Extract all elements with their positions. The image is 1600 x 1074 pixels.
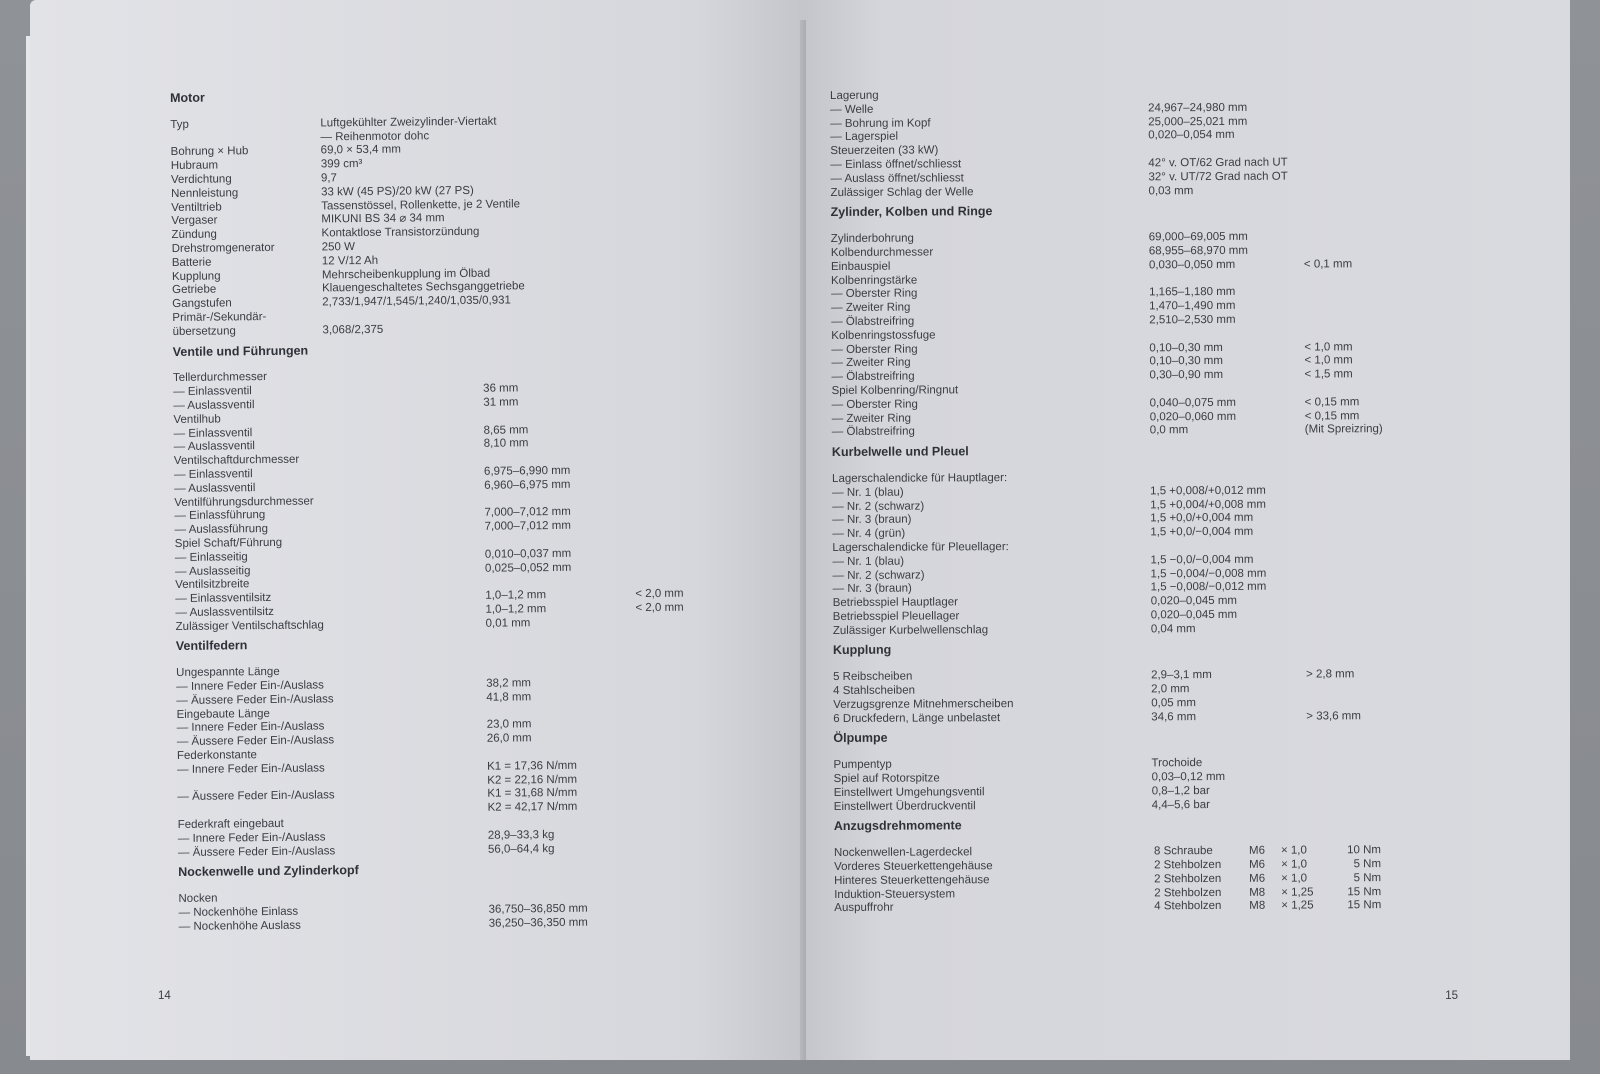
spec-value: M8 [1249,900,1266,913]
spec-value: 1,0–1,2 mm [485,602,547,616]
spec-value [1148,143,1303,158]
section-title: Anzugsdrehmomente [833,818,962,834]
spec-value [1305,553,1435,567]
spec-label: Kolbendurchmesser [830,246,934,259]
spec-value: — Reihenmotor dohc [320,129,430,144]
spec-value: 7,000–7,012 mm [484,506,571,520]
spec-row [832,423,1552,441]
spec-label: Ventiltrieb [171,201,222,214]
spec-value: < 0,15 mm [1304,409,1360,423]
spec-value: < 1,5 mm [1304,368,1353,381]
spec-table [834,755,1554,814]
spec-label: — Einlassventil [173,426,253,440]
spec-value [635,559,765,574]
spec-value [1305,511,1435,525]
spec-value: 15 Nm [1347,899,1382,912]
spec-label: Vergaser [171,214,218,228]
spec-value [1150,470,1305,485]
section-title: Nockenwelle und Zylinderkopf [178,863,359,880]
spec-label: Spiel auf Rotorspitze [833,772,940,786]
spec-value: 31 mm [483,396,519,409]
spec-value [1150,539,1305,554]
spec-value: 12 V/12 Ah [321,254,379,268]
spec-value: 1,0–1,2 mm [485,589,547,602]
spec-label: — Äussere Feder Ein-/Auslass [177,844,336,859]
spec-value: < 1,0 mm [1304,340,1353,354]
spec-label: — Zweiter Ring [831,412,912,425]
spec-label: — Nr. 3 (braun) [832,582,912,596]
spec-value: 9,7 [320,172,337,185]
spec-value: (Mit Spreizring) [1304,423,1383,436]
spec-value [634,435,764,450]
spec-value [1306,696,1436,710]
section-title: Ventile und Führungen [172,343,309,359]
spec-label: — Nr. 2 (schwarz) [832,500,925,513]
spec-value: 10 Nm [1347,844,1382,857]
spec-row [833,621,1553,639]
spec-label: — Einlassventilsitz [175,592,272,606]
spec-label: Induktion-Steuersystem [834,887,956,901]
spec-value: 6,960–6,975 mm [484,478,571,492]
spec-label: Auspuffrohr [834,902,894,915]
spec-value [1304,327,1434,341]
torque-table [834,843,1554,916]
spec-label: Ventilhub [173,413,221,426]
spec-value [1305,525,1435,539]
spec-value: 0,03 mm [1148,184,1194,197]
spec-value: 0,020–0,045 mm [1150,608,1238,622]
spec-row [834,797,1554,815]
spec-label: — Ölabstreifring [831,315,915,328]
spec-label: — Auslasseitig [174,564,251,578]
spec-value [1306,622,1436,636]
spec-label: Zulässiger Ventilschaftschlag [175,619,324,633]
spec-label: — Nockenhöhe Einlass [178,905,299,919]
spec-label: Lagerung [830,89,879,102]
spec-value: K1 = 17,36 N/mm [487,759,577,773]
spec-label: Kupplung [171,270,221,283]
right-page [806,0,1570,1060]
spec-value [634,504,764,519]
spec-label: Batterie [171,256,212,269]
section-kurbelwelle [832,442,1553,638]
spec-label: Einstellwert Überdruckventil [833,799,976,813]
spec-label: 6 Druckfedern, Länge unbelastet [833,711,1001,725]
spec-label: Eingebaute Länge [176,707,270,721]
spec-label: — Nr. 2 (schwarz) [832,569,925,582]
spec-label: Einbauspiel [830,260,891,273]
spec-label: Primär-/Sekundär- [172,310,267,324]
spec-value: K1 = 31,68 N/mm [487,787,578,801]
spec-label: — Innere Feder Ein-/Auslass [177,762,325,776]
spec-value: 32° v. UT/72 Grad nach OT [1148,170,1288,184]
spec-value [1303,183,1433,197]
spec-label: Zündung [171,228,217,242]
spec-value [1306,566,1436,580]
spec-label: — Innere Feder Ein-/Auslass [176,679,324,694]
spec-value [634,477,764,492]
section-nockenwelle [178,860,799,935]
spec-value: 69,000–69,005 mm [1148,230,1248,244]
spec-table [833,668,1553,727]
spec-label: Tellerdurchmesser [172,371,268,385]
section-title: Kupplung [832,643,892,658]
spec-value [635,518,765,533]
spec-value [633,408,763,423]
spec-value: 1,165–1,180 mm [1149,286,1236,299]
spec-value [1304,244,1434,258]
spec-label: Zylinderbohrung [830,232,914,246]
spec-value: 23,0 mm [486,718,532,732]
spec-label: — Nr. 1 (blau) [832,555,905,568]
spec-label: — Oberster Ring [831,398,918,411]
spec-value: K2 = 22,16 N/mm [487,773,578,787]
spec-value: × 1,0 [1281,872,1308,885]
spec-value: 28,9–33,3 kg [487,828,555,842]
spec-value: 2 Stehbolzen [1154,859,1222,872]
spec-value: 42° v. OT/62 Grad nach UT [1148,156,1288,170]
spec-value: K2 = 42,17 N/mm [487,801,578,814]
spec-label: Ventilschaftdurchmesser [173,453,300,468]
spec-value: 4 Stehbolzen [1154,900,1222,913]
section-kupplung [833,641,1553,727]
spec-table [170,112,792,339]
spec-value: > 33,6 mm [1306,709,1361,723]
section-oelpumpe [833,729,1553,815]
spec-value: 2,0 mm [1151,683,1190,696]
spec-value: 5 Nm [1353,858,1382,871]
spec-label: Nennleistung [171,187,239,200]
spec-value: < 0,1 mm [1303,258,1353,271]
spec-label: — Innere Feder Ein-/Auslass [177,831,326,845]
spec-value: 8 Schraube [1153,845,1213,858]
spec-label: Bohrung × Hub [170,145,249,159]
spec-table [830,86,1551,200]
spec-value [1304,299,1434,313]
spec-label: Kolbenringstossfuge [831,329,936,342]
section-title: Ölpumpe [833,731,888,746]
spec-label: — Einlasseitig [174,550,248,564]
spec-label: — Auslassventilsitz [175,605,274,619]
spec-label: Pumpentyp [833,758,892,772]
spec-value: 69,0 × 53,4 mm [320,143,401,157]
spec-value: MIKUNI BS 34 ⌀ 34 mm [321,212,445,226]
spec-value: 0,020–0,054 mm [1148,129,1235,142]
section-lagerung [830,86,1551,200]
spec-value [1305,470,1435,484]
spec-value: 8,10 mm [483,437,529,451]
spec-label: Nocken [178,892,218,906]
spec-label: — Auslassventil [174,481,256,495]
spec-value: 0,05 mm [1151,696,1196,710]
spec-value: 41,8 mm [486,691,532,704]
spec-value [634,490,764,505]
spec-value: 1,5 +0,0/−0,004 mm [1150,525,1254,539]
spec-label: Ventilsitzbreite [175,578,250,592]
spec-value [1305,497,1435,511]
spec-label: Nockenwellen-Lagerdeckel [833,846,973,860]
spec-value: × 1,25 [1281,886,1314,899]
spec-value: 1,5 +0,0/+0,004 mm [1150,512,1254,525]
spec-label: Typ [170,118,189,131]
spec-label: — Oberster Ring [831,287,918,301]
spec-value: M6 [1249,872,1266,885]
spec-label: Betriebsspiel Hauptlager [832,596,959,610]
spec-value: 0,04 mm [1150,622,1196,636]
spec-value: 25,000–25,021 mm [1148,115,1248,128]
spec-label: — Auslassführung [174,523,269,537]
page-number: 14 [158,990,171,1002]
spec-value [1305,539,1435,553]
spec-label: — Innere Feder Ein-/Auslass [176,720,325,735]
spec-value: 1,470–1,490 mm [1149,300,1236,313]
spec-value [1305,484,1435,498]
spec-label: Gangstufen [172,297,232,311]
spec-value: 2,733/1,947/1,545/1,240/1,035/0,931 [322,294,511,309]
spec-label: Zulässiger Schlag der Welle [830,185,974,199]
spec-label: — Lagerspiel [830,131,899,144]
spec-label: — Ölabstreifring [831,370,915,384]
spec-value [1303,87,1433,101]
spec-value: 1,5 +0,004/+0,008 mm [1150,498,1266,511]
section-zylinder [831,203,1552,441]
spec-value: 0,30–0,90 mm [1149,369,1224,382]
spec-table [178,887,798,935]
spec-value: 2 Stehbolzen [1154,886,1222,899]
spec-label: — Nockenhöhe Auslass [178,919,301,933]
spec-label: Steuerzeiten (33 kW) [830,144,939,158]
spec-label: Kolbenringstärke [830,274,918,287]
spec-value: 36 mm [483,382,519,395]
spec-label: Spiel Kolbenring/Ringnut [831,384,959,397]
spec-value [1306,682,1436,696]
spec-value [636,614,766,629]
spec-value: M6 [1248,844,1266,858]
spec-value [1149,272,1304,287]
spec-label: Lagerschalendicke für Hauptlager: [832,471,1008,485]
spec-label: — Äussere Feder Ein-/Auslass [176,693,334,707]
spec-value: 1,5 −0,008/−0,012 mm [1150,581,1267,594]
spec-value: 6,975–6,990 mm [483,464,571,478]
left-page-content [170,84,799,941]
spec-value: × 1,25 [1281,899,1314,913]
spec-value: 3,068/2,375 [322,323,384,337]
spec-value [1304,313,1434,327]
spec-label: — Auslass öffnet/schliesst [830,172,964,185]
spec-value: Luftgekühlter Zweizylinder-Viertakt [320,115,497,130]
spec-label: — Ölabstreifring [831,425,915,439]
spec-label: — Nr. 1 (blau) [832,486,904,499]
spec-table [173,366,796,635]
spec-value: 8,65 mm [483,423,529,437]
spec-value: Kontaktlose Transistorzündung [321,225,480,240]
spec-value: 0,020–0,045 mm [1150,594,1238,608]
spec-value: 399 cm³ [320,158,363,171]
spec-value: 38,2 mm [486,677,532,690]
spec-label: Ventilführungsdurchmesser [174,495,314,509]
spec-value: 36,250–36,350 mm [488,916,588,930]
spec-label: — Zweiter Ring [831,301,911,315]
spec-value: Mehrscheibenkupplung im Ölbad [321,267,491,281]
spec-table [831,229,1552,440]
spec-value: 0,10–0,30 mm [1149,341,1223,354]
spec-value [1304,230,1434,244]
spec-value: 0,03–0,12 mm [1151,771,1226,784]
spec-value: 0,020–0,060 mm [1149,410,1237,423]
spec-value: < 2,0 mm [635,587,684,601]
spec-value: 0,10–0,30 mm [1149,355,1223,368]
spec-label: — Äussere Feder Ein-/Auslass [177,789,335,804]
left-page [30,0,812,1060]
spec-value: < 0,15 mm [1304,395,1360,409]
spec-label: — Einlassventil [173,468,253,481]
spec-label: — Nr. 3 (braun) [832,513,912,527]
spec-value: 0,010–0,037 mm [484,547,572,561]
spec-label: Drehstromgenerator [171,241,275,255]
section-title: Ventilfedern [175,638,248,654]
spec-value: 2,510–2,530 mm [1149,313,1236,327]
section-title: Zylinder, Kolben und Ringe [830,204,993,220]
spec-value: 0,8–1,2 bar [1151,784,1210,798]
spec-value: 33 kW (45 PS)/20 kW (27 PS) [321,184,474,199]
spec-value: Tassenstössel, Rollenkette, je 2 Ventile [321,197,521,213]
spec-label: — Welle [830,103,874,116]
page-number: 15 [1445,990,1458,1002]
spec-value: M8 [1249,886,1266,899]
spec-value: < 2,0 mm [635,601,684,615]
spec-value: 5 Nm [1353,871,1382,885]
spec-label: Getriebe [172,283,217,297]
spec-value [1150,382,1305,397]
spec-value: 68,955–68,970 mm [1148,244,1248,258]
spec-value [1306,594,1436,608]
spec-value [1303,114,1433,128]
spec-table [176,661,798,861]
spec-value [1304,271,1434,285]
spec-label: — Bohrung im Kopf [830,117,931,130]
spec-row [834,899,1554,917]
section-motor [170,86,793,340]
spec-value: > 2,8 mm [1306,668,1355,681]
spec-value: < 1,0 mm [1304,354,1353,367]
spec-label: Lagerschalendicke für Pleuellager: [832,540,1009,554]
spec-value: 0,030–0,050 mm [1148,258,1236,272]
spec-value [635,573,765,588]
spec-label: — Auslassventil [173,399,255,412]
spec-label: — Nr. 4 (grün) [832,527,906,541]
spec-value: × 1,0 [1280,844,1307,857]
spec-value [1303,101,1433,115]
spec-label: — Einlass öffnet/schliesst [830,158,962,171]
spec-label: — Äussere Feder Ein-/Auslass [176,734,335,749]
spec-label: — Oberster Ring [831,343,918,356]
spec-value [1149,327,1304,342]
spec-value [634,463,764,478]
spec-value: × 1,0 [1281,858,1307,871]
spec-value: 1,5 −0,0/−0,004 mm [1150,553,1254,567]
spec-label: Einstellwert Umgehungsventil [833,786,985,799]
spec-label: Federkonstante [176,749,257,763]
spec-value: M6 [1249,858,1266,871]
spec-label: — Zweiter Ring [831,356,911,370]
spec-value: 34,6 mm [1151,710,1197,723]
spec-value [1303,156,1433,170]
spec-label: — Auslassventil [173,440,255,454]
spec-value: 7,000–7,012 mm [484,519,571,533]
spec-value [633,380,763,395]
spec-value [1306,580,1436,594]
spec-value [1306,608,1436,622]
spec-label: 4 Stahlscheiben [833,684,916,698]
spec-label: Betriebsspiel Pleuellager [832,610,960,623]
spec-value [633,394,763,409]
spec-value [635,532,765,547]
spec-label: Hinteres Steuerkettengehäuse [834,874,990,887]
right-page-content [830,86,1554,922]
section-ventilfedern [176,634,798,860]
spec-label: 5 Reibscheiben [833,670,913,684]
spec-value: 26,0 mm [486,732,532,745]
spec-row [831,183,1551,201]
spec-value [634,449,764,464]
spec-value: 2 Stehbolzen [1154,872,1222,886]
spec-value: 4,4–5,6 bar [1151,798,1210,811]
spec-label: Vorderes Steuerkettengehäuse [834,860,993,874]
spec-label: Spiel Schaft/Führung [174,536,283,550]
spec-value [1303,170,1433,184]
spec-value [1303,128,1433,142]
section-title: Motor [170,90,205,105]
spec-value [633,366,763,381]
spec-label: Verdichtung [170,173,232,186]
spec-value: 0,01 mm [485,616,531,630]
spec-table [832,469,1553,638]
spec-value: 0,025–0,052 mm [484,561,572,575]
spec-value [1303,142,1433,156]
spec-label: — Einlassführung [174,509,266,523]
section-anzugsdrehmomente [834,817,1554,917]
spec-label: Zulässiger Kurbelwellenschlag [832,623,989,637]
spec-value: 2,9–3,1 mm [1151,669,1212,682]
spec-value [1148,88,1303,103]
spec-value: 250 W [321,241,355,254]
spec-value [1305,382,1435,396]
section-ventile [173,339,796,634]
spec-value: 56,0–64,4 kg [487,842,555,856]
spec-value: Klauengeschaltetes Sechsganggetriebe [322,280,525,295]
spec-value: 24,967–24,980 mm [1148,101,1248,115]
spec-row [833,709,1553,727]
spec-value [635,545,765,560]
spec-label: übersetzung [172,325,236,338]
spec-label: — Einlassventil [173,385,252,399]
spec-label: Hubraum [170,159,219,173]
spec-value: 36,750–36,850 mm [488,902,588,916]
spec-value: 1,5 −0,004/−0,008 mm [1150,567,1267,580]
spec-label: Verzugsgrenze Mitnehmerscheiben [833,697,1014,711]
spec-value: 0,040–0,075 mm [1149,396,1236,410]
spec-value: 15 Nm [1347,885,1382,898]
spec-value: 1,5 +0,008/+0,012 mm [1150,484,1266,498]
spec-value [634,421,764,436]
spec-value [1304,285,1434,299]
spec-value: Trochoide [1151,757,1203,770]
spec-label: Federkraft eingebaut [177,817,284,832]
section-title: Kurbelwelle und Pleuel [831,444,969,460]
spec-value: 0,0 mm [1149,424,1189,437]
spec-label: Ungespannte Länge [176,666,280,680]
